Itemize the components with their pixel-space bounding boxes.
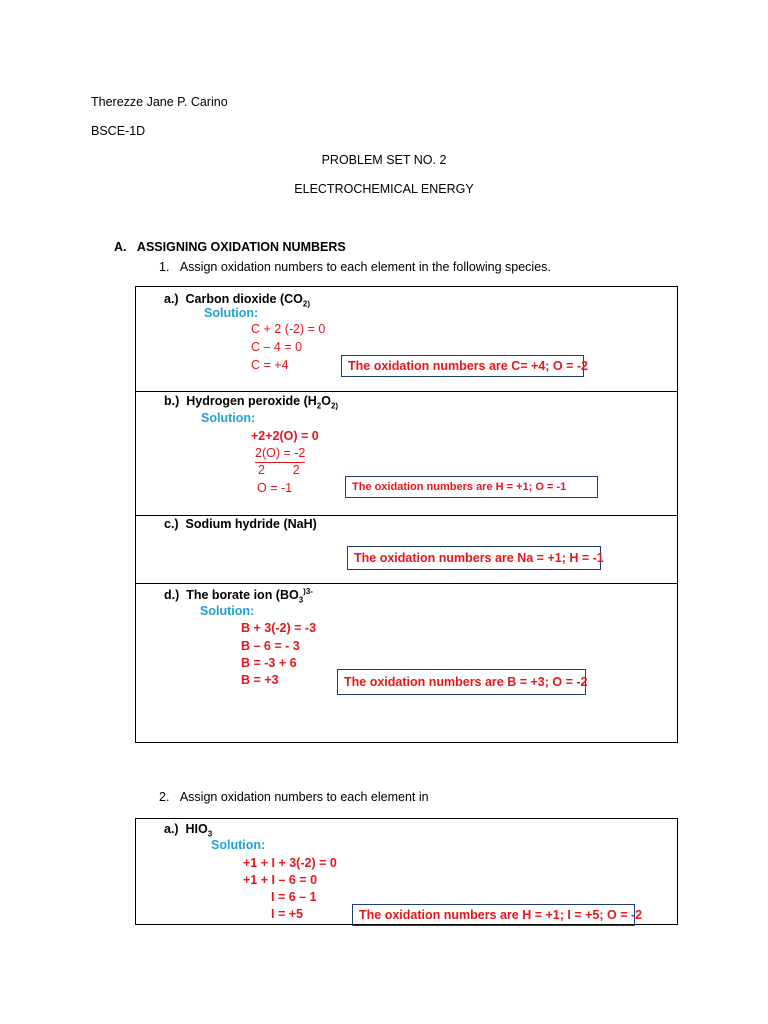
work-line: C – 4 = 0	[251, 340, 303, 354]
solution-label: Solution:	[211, 838, 266, 852]
work-line: B = -3 + 6	[241, 656, 297, 670]
answer-box: The oxidation numbers are C= +4; O = -2	[341, 355, 584, 377]
solution-label: Solution:	[204, 306, 259, 320]
item-a-label: a.) Carbon dioxide ($CO_{2)}$	[164, 292, 311, 309]
work-line: O = -1	[257, 481, 293, 495]
row-divider	[136, 583, 677, 584]
problem-set-subtitle: ELECTROCHEMICAL ENERGY	[294, 182, 474, 196]
question-2: 2. Assign oxidation numbers to each element in	[159, 790, 429, 804]
answer-box: The oxidation numbers are Na = +1; H = -1	[347, 546, 601, 570]
solution-label: Solution:	[201, 411, 256, 425]
work-line: +1 + I + 3(-2) = 0	[243, 856, 337, 870]
solution-label: Solution:	[200, 604, 255, 618]
student-section: BSCE-1D	[91, 124, 146, 138]
item-b-label: b.) Hydrogen peroxide ($H_2O_{2)}$	[164, 394, 339, 411]
work-line: B – 6 = - 3	[241, 639, 300, 653]
answer-box: The oxidation numbers are B = +3; O = -2	[337, 669, 586, 695]
item-c-label: c.) Sodium hydride (NaH)	[164, 517, 317, 531]
student-name: Therezze Jane P. Carino	[91, 95, 228, 109]
row-divider	[136, 515, 677, 516]
work-line: 2 2	[258, 463, 300, 477]
problem-set-title: PROBLEM SET NO. 2	[321, 153, 447, 167]
answer-box: The oxidation numbers are H = +1; I = +5; O = -2	[352, 904, 635, 926]
work-line: +1 + I – 6 = 0	[243, 873, 318, 887]
work-line: I = +5	[271, 907, 303, 921]
answer-box: The oxidation numbers are H = +1; O = -1	[345, 476, 598, 498]
item-d-label: d.) The borate ion ($BO_3^{)3-}$	[164, 587, 313, 605]
work-line: C + 2 (-2) = 0	[251, 322, 326, 336]
row-divider	[136, 391, 677, 392]
question-1: 1. Assign oxidation numbers to each element in the following species.	[159, 260, 551, 274]
work-line: C = +4	[251, 358, 289, 372]
work-line: +2+2(O) = 0	[251, 429, 319, 443]
work-line: B + 3(-2) = -3	[241, 621, 317, 635]
work-line: B = +3	[241, 673, 279, 687]
work-line: I = 6 – 1	[271, 890, 317, 904]
work-line: 2(O) = -2	[255, 446, 306, 460]
section-heading: A. ASSIGNING OXIDATION NUMBERS	[114, 240, 346, 254]
item-hio3-label: a.) $HIO_3$	[164, 822, 213, 839]
